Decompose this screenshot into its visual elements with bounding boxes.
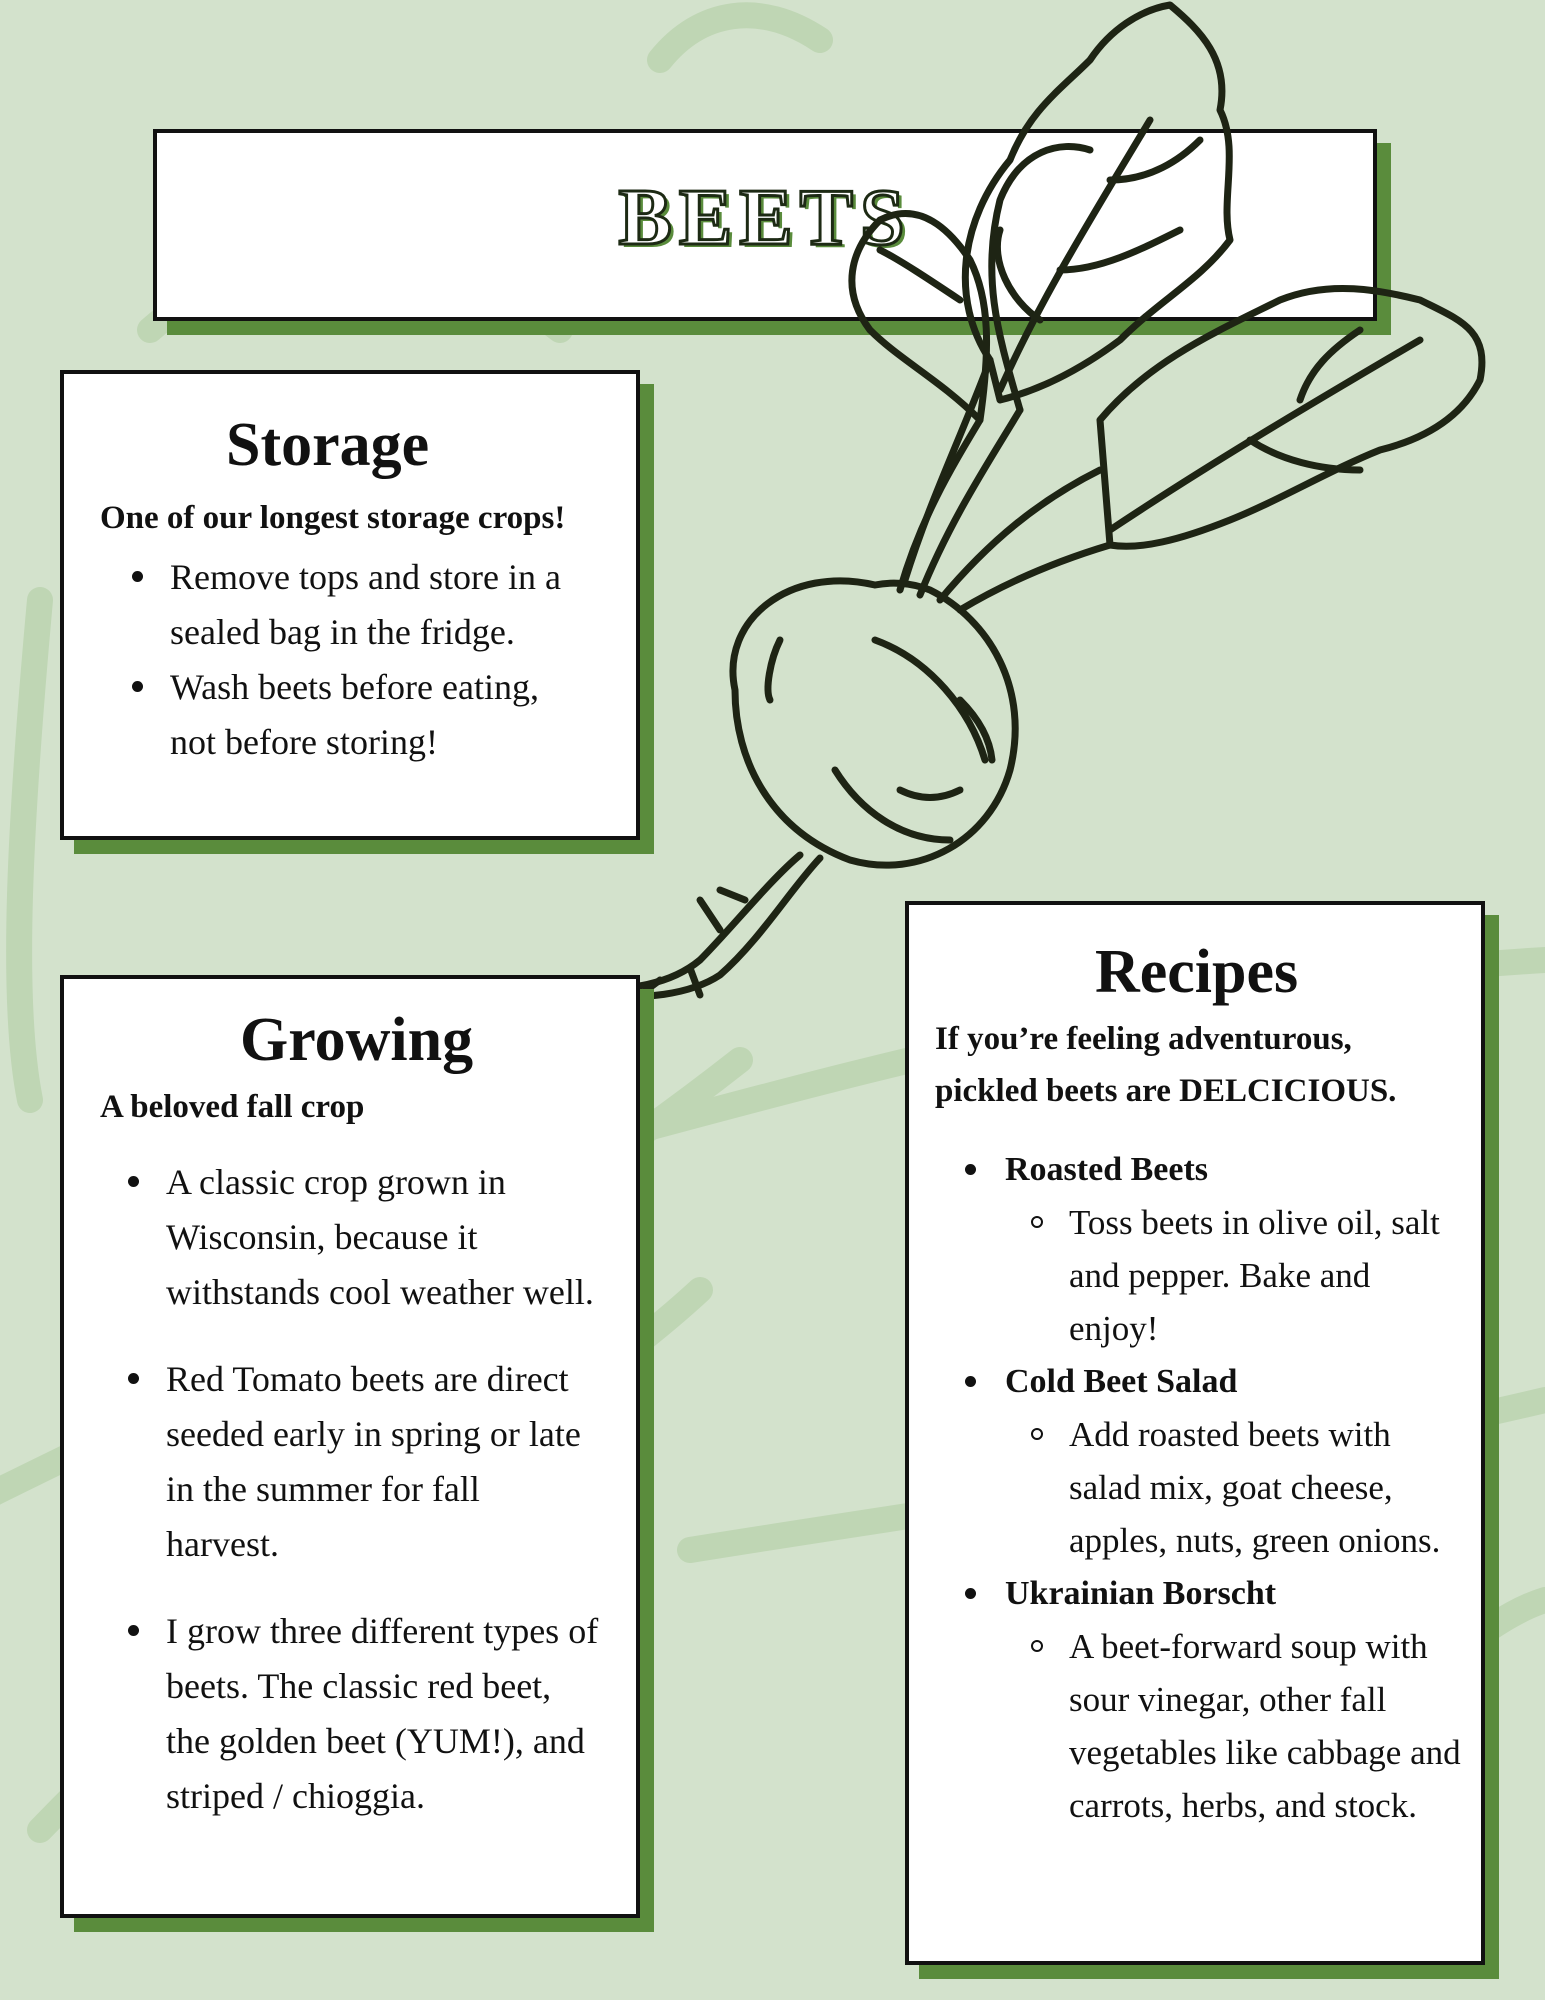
list-item: Wash beets before eating, not before storing! bbox=[104, 660, 574, 770]
recipe-name: Cold Beet Salad bbox=[1005, 1363, 1238, 1400]
beet-icon bbox=[540, 0, 1540, 1010]
storage-list bbox=[104, 550, 574, 770]
recipes-card bbox=[905, 901, 1485, 1965]
recipe-item bbox=[955, 1355, 1465, 1567]
growing-subtitle: A beloved fall crop bbox=[100, 1089, 365, 1125]
recipe-item bbox=[955, 1143, 1465, 1355]
recipe-list bbox=[955, 1143, 1465, 1832]
recipes-subtitle-line2: pickled beets are DELCICIOUS. bbox=[935, 1073, 1397, 1109]
recipes-subtitle-line1: If you’re feeling adventurous, bbox=[935, 1021, 1352, 1057]
list-item: Red Tomato beets are direct seeded early in spring or late in the summer for fall harvest. bbox=[100, 1352, 600, 1572]
growing-list bbox=[100, 1155, 600, 1856]
recipe-detail: Toss beets in olive oil, salt and pepper. Bake and enjoy! bbox=[1005, 1196, 1465, 1355]
page-title: BEETS bbox=[618, 174, 912, 262]
recipe-name: Ukrainian Borscht bbox=[1005, 1575, 1277, 1612]
storage-subtitle: One of our longest storage crops! bbox=[100, 500, 566, 536]
list-item: I grow three different types of beets. The classic red beet, the golden beet (YUM!), and striped / chioggia. bbox=[100, 1604, 600, 1824]
storage-card bbox=[60, 370, 640, 840]
list-item: A classic crop grown in Wisconsin, because it withstands cool weather well. bbox=[100, 1155, 600, 1320]
recipe-detail: Add roasted beets with salad mix, goat cheese, apples, nuts, green onions. bbox=[1005, 1408, 1465, 1567]
recipes-heading: Recipes bbox=[1095, 938, 1299, 1006]
list-item: Remove tops and store in a sealed bag in the fridge. bbox=[104, 550, 574, 660]
recipe-detail: A beet-forward soup with sour vinegar, other fall vegetables like cabbage and carrots, herbs, and stock. bbox=[1005, 1620, 1465, 1832]
growing-card bbox=[60, 975, 640, 1918]
recipe-name: Roasted Beets bbox=[1005, 1151, 1209, 1188]
storage-heading: Storage bbox=[226, 411, 430, 479]
recipe-item bbox=[955, 1567, 1465, 1832]
growing-heading: Growing bbox=[240, 1006, 474, 1074]
